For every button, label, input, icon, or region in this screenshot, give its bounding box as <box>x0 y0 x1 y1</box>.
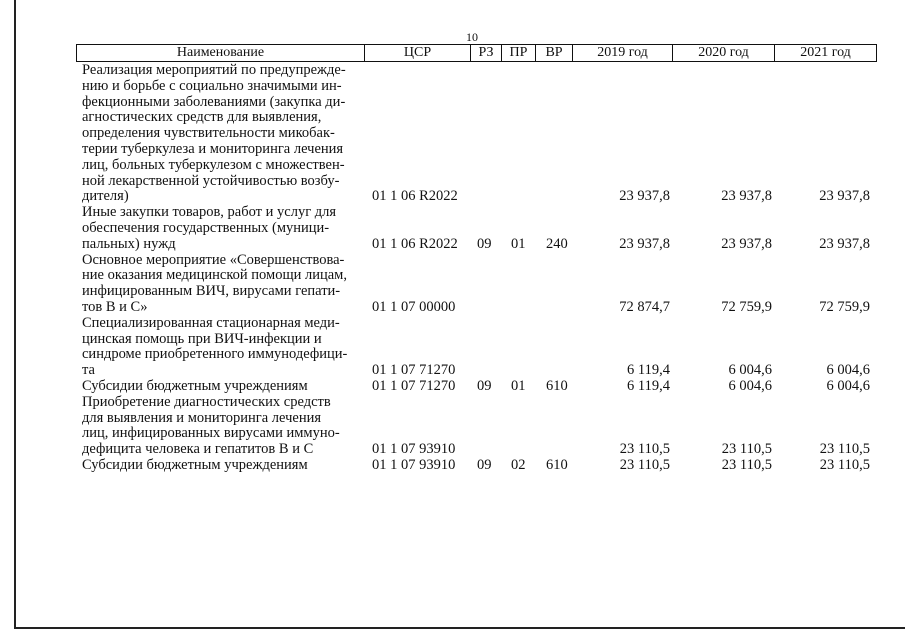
row-value-2020: 23 110,5 <box>721 457 772 473</box>
header-pr: ПР <box>502 45 536 61</box>
row-name-line: цинская помощь при ВИЧ-инфекции и <box>82 330 322 347</box>
row-name-line: фекционными заболеваниями (закупка ди- <box>82 93 346 110</box>
row-name-line: Реализация мероприятий по предупрежде- <box>82 62 346 78</box>
row-value-2021: 23 937,8 <box>819 188 870 205</box>
row-name-line: ние оказания медицинской помощи лицам, <box>82 267 347 284</box>
row-name-line: Основное мероприятие «Совершенствова- <box>82 251 345 268</box>
header-vr: ВР <box>536 45 573 61</box>
row-value-2020: 6 004,6 <box>728 378 772 394</box>
row-name-line: лиц, инфицированных вирусами иммуно- <box>82 425 340 442</box>
row-value-2019: 6 119,4 <box>627 362 670 379</box>
row-value-2019: 23 110,5 <box>619 441 670 458</box>
row-value-2019: 72 874,7 <box>619 299 670 315</box>
row-value-2020: 72 759,9 <box>721 299 772 315</box>
row-name-line: Субсидии бюджетным учреждениям <box>82 457 308 473</box>
row-value-2020: 6 004,6 <box>728 362 772 379</box>
row-rz: 09 <box>477 378 492 394</box>
row-name-line: Субсидии бюджетным учреждениям <box>82 378 308 394</box>
row-value-2019: 23 110,5 <box>619 457 670 473</box>
row-value-2020: 23 937,8 <box>721 188 772 205</box>
row-vr: 610 <box>546 378 568 394</box>
row-csr: 01 1 07 71270 <box>372 378 456 394</box>
scan-left-border <box>14 0 16 628</box>
row-csr: 01 1 07 93910 <box>372 441 456 458</box>
row-csr: 01 1 07 71270 <box>372 362 456 379</box>
row-csr: 01 1 06 R2022 <box>372 235 458 252</box>
row-value-2020: 23 937,8 <box>721 235 772 252</box>
scan-bottom-border <box>14 627 905 629</box>
row-pr: 02 <box>511 457 526 473</box>
row-name-line: обеспечения государственных (муници- <box>82 220 330 236</box>
header-2020: 2020 год <box>673 45 775 61</box>
row-value-2021: 72 759,9 <box>819 299 870 315</box>
row-name-line: тов В и С» <box>82 299 148 315</box>
row-value-2019: 23 937,8 <box>619 235 670 252</box>
header-2021: 2021 год <box>800 45 851 60</box>
row-pr: 01 <box>511 235 526 252</box>
row-value-2019: 6 119,4 <box>627 378 670 394</box>
row-name-line: лиц, больных туберкулезом с множествен- <box>82 156 345 173</box>
row-name-line: Иные закупки товаров, работ и услуг для <box>82 204 337 221</box>
row-csr: 01 1 06 R2022 <box>372 188 458 205</box>
row-name-line: синдроме приобретенного иммунодефици- <box>82 346 348 363</box>
row-vr: 240 <box>546 235 568 252</box>
table-header <box>76 44 877 62</box>
row-name-line: дителя) <box>82 188 129 205</box>
row-value-2021: 23 110,5 <box>819 457 870 473</box>
row-value-2021: 6 004,6 <box>826 362 870 379</box>
row-name-line: агностических средств для выявления, <box>82 109 322 126</box>
row-value-2021: 6 004,6 <box>826 378 870 394</box>
row-vr: 610 <box>546 457 568 473</box>
row-name-line: Специализированная стационарная меди- <box>82 314 340 331</box>
row-name-line: терии туберкулеза и мониторинга лечения <box>82 141 344 157</box>
row-value-2019: 23 937,8 <box>619 188 670 205</box>
row-name-line: Приобретение диагностических средств <box>82 393 331 410</box>
row-name-line: ной лекарственной устойчивостью возбу- <box>82 172 340 189</box>
row-name-line: инфицированным ВИЧ, вирусами гепати- <box>82 283 341 300</box>
row-rz: 09 <box>477 457 492 473</box>
row-value-2021: 23 937,8 <box>819 235 870 252</box>
row-csr: 01 1 07 93910 <box>372 457 456 473</box>
row-name-line: та <box>82 362 95 379</box>
row-name-line: пальных) нужд <box>82 235 176 252</box>
row-name-line: дефицита человека и гепатитов В и С <box>82 441 314 458</box>
row-pr: 01 <box>511 378 526 394</box>
row-name-line: нию и борьбе с социально значимыми ин- <box>82 77 342 94</box>
row-csr: 01 1 07 00000 <box>372 299 456 315</box>
row-name-line: для выявления и мониторинга лечения <box>82 409 322 426</box>
header-rz: РЗ <box>471 45 502 61</box>
header-2019: 2019 год <box>573 45 673 61</box>
row-value-2021: 23 110,5 <box>819 441 870 458</box>
header-name: Наименование <box>77 45 365 61</box>
row-value-2020: 23 110,5 <box>721 441 772 458</box>
page-number: 10 <box>466 30 478 44</box>
row-rz: 09 <box>477 235 492 252</box>
header-csr: ЦСР <box>365 45 471 61</box>
row-name-line: определения чувствительности микобак- <box>82 125 335 142</box>
